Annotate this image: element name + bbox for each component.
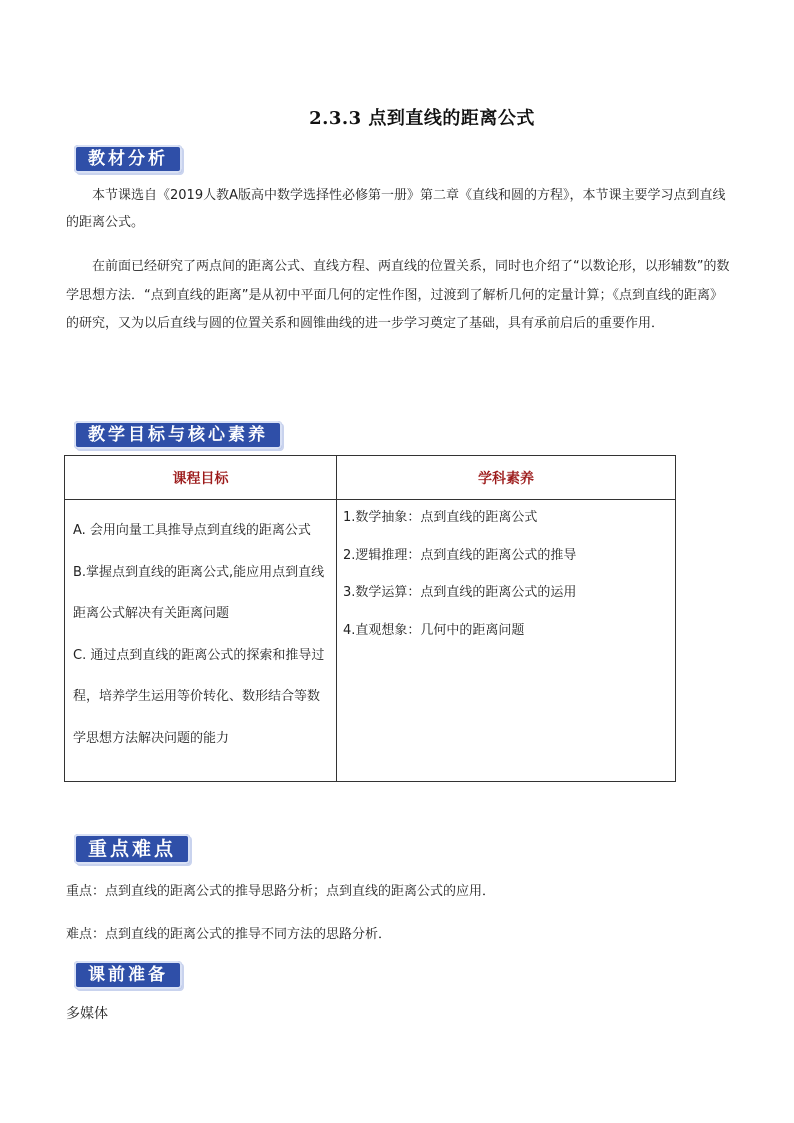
goals-table — [64, 455, 676, 782]
table-header-course-goals: 课程目标 — [65, 456, 337, 500]
page-title: 2.3.3 点到直线的距离公式 — [309, 108, 535, 129]
section-heading-keypoints: 重点难点 — [74, 834, 190, 864]
difficult-point-text: 难点：点到直线的距离公式的推导不同方法的思路分析． — [66, 927, 392, 942]
literacy-item: 2.逻辑推理：点到直线的距离公式的推导 — [343, 547, 577, 563]
course-goal-item: A. 会用向量工具推导点到直线的距离公式 — [73, 523, 311, 538]
literacy-item: 3.数学运算：点到直线的距离公式的运用 — [343, 585, 577, 600]
core-literacy-cell — [337, 500, 676, 782]
key-point-text: 重点：点到直线的距离公式的推导思路分析；点到直线的距离公式的应用． — [66, 884, 496, 899]
analysis-paragraph-1: 本节课选自《2019人教A版高中数学选择性必修第一册》第二章《直线和圆的方程》，本节课主要学习点到直线的距离公式。 — [66, 188, 726, 230]
prep-content: 多媒体 — [66, 1006, 108, 1022]
analysis-paragraph-2: 在前面已经研究了两点间的距离公式、直线方程、两直线的位置关系，同时也介绍了“以数论形，以形辅数”的数学思想方法．“点到直线的距离”是从初中平面几何的定性作图，过渡到了解析几何的定量计算；《点到直线的距离》的研究，又为以后直线与圆的位置关系和圆锥曲线的进一步学习奠定了基础，具有承前启后的重要作用． — [66, 259, 730, 331]
section-heading-prep: 课前准备 — [74, 961, 182, 989]
section-heading-goals: 教学目标与核心素养 — [74, 421, 282, 449]
course-goals-cell — [65, 500, 337, 782]
course-goal-item: C. 通过点到直线的距离公式的探索和推导过程，培养学生运用等价转化、数形结合等数学思想方法解决问题的能力 — [73, 647, 325, 746]
course-goal-item: B.掌握点到直线的距离公式,能应用点到直线距离公式解决有关距离问题 — [73, 564, 325, 621]
literacy-item: 1.数学抽象：点到直线的距离公式 — [343, 510, 538, 525]
section-heading-analysis: 教材分析 — [74, 145, 182, 173]
literacy-item: 4.直观想象：几何中的距离问题 — [343, 622, 525, 638]
table-header-core-literacy: 学科素养 — [337, 456, 676, 500]
